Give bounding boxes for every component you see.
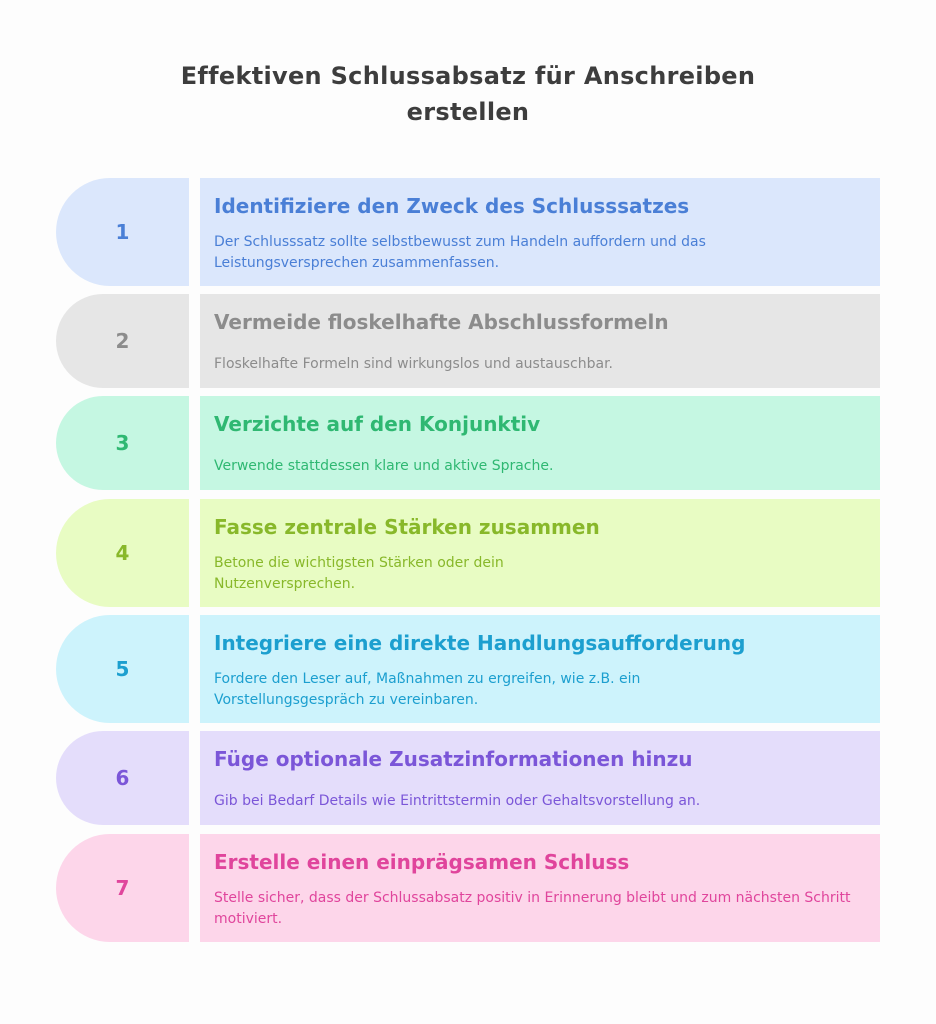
title-line-2: erstellen	[406, 98, 530, 126]
step-number-badge: 5	[56, 615, 189, 723]
step-heading: Integriere eine direkte Handlungsaufforderung	[214, 631, 746, 655]
step-description: Betone die wichtigsten Stärken oder dein Nutzenversprechen.	[214, 555, 504, 592]
step-number-badge: 4	[56, 499, 189, 607]
step-description: Gib bei Bedarf Details wie Eintrittstermin oder Gehaltsvorstellung an.	[214, 793, 701, 809]
step-heading: Füge optionale Zusatzinformationen hinzu	[214, 747, 693, 771]
title-line-1: Effektiven Schlussabsatz für Anschreiben	[180, 62, 756, 90]
step-description: Fordere den Leser auf, Maßnahmen zu ergreifen, wie z.B. ein Vorstellungsgespräch zu vereinbaren.	[214, 671, 641, 708]
step-card	[200, 178, 880, 286]
step-number-badge: 6	[56, 731, 189, 825]
step-number-badge: 1	[56, 178, 189, 286]
step-number-badge: 3	[56, 396, 189, 490]
step-description: Stelle sicher, dass der Schlussabsatz positiv in Erinnerung bleibt und zum nächsten Schritt motiviert.	[214, 890, 851, 927]
step-6	[56, 731, 880, 825]
step-number-badge: 2	[56, 294, 189, 388]
step-heading: Verzichte auf den Konjunktiv	[214, 412, 541, 436]
step-card	[200, 396, 880, 490]
step-heading: Vermeide floskelhafte Abschlussformeln	[214, 310, 669, 334]
step-heading: Erstelle einen einprägsamen Schluss	[214, 850, 630, 874]
page-title	[0, 58, 936, 130]
step-1	[56, 178, 880, 286]
step-description: Floskelhafte Formeln sind wirkungslos und austauschbar.	[214, 356, 614, 372]
step-heading: Fasse zentrale Stärken zusammen	[214, 515, 600, 539]
step-5	[56, 615, 880, 723]
step-number-badge: 7	[56, 834, 189, 942]
step-card	[200, 294, 880, 388]
step-heading: Identifiziere den Zweck des Schlusssatzes	[214, 194, 690, 218]
step-card	[200, 499, 880, 607]
step-card	[200, 731, 880, 825]
step-7	[56, 834, 880, 942]
step-card	[200, 615, 880, 723]
step-4	[56, 499, 880, 607]
step-3	[56, 396, 880, 490]
step-2	[56, 294, 880, 388]
step-card	[200, 834, 880, 942]
step-description: Der Schlusssatz sollte selbstbewusst zum Handeln auffordern und das Leistungsversprechen zusammenfassen.	[214, 234, 706, 271]
step-description: Verwende stattdessen klare und aktive Sprache.	[214, 458, 554, 474]
